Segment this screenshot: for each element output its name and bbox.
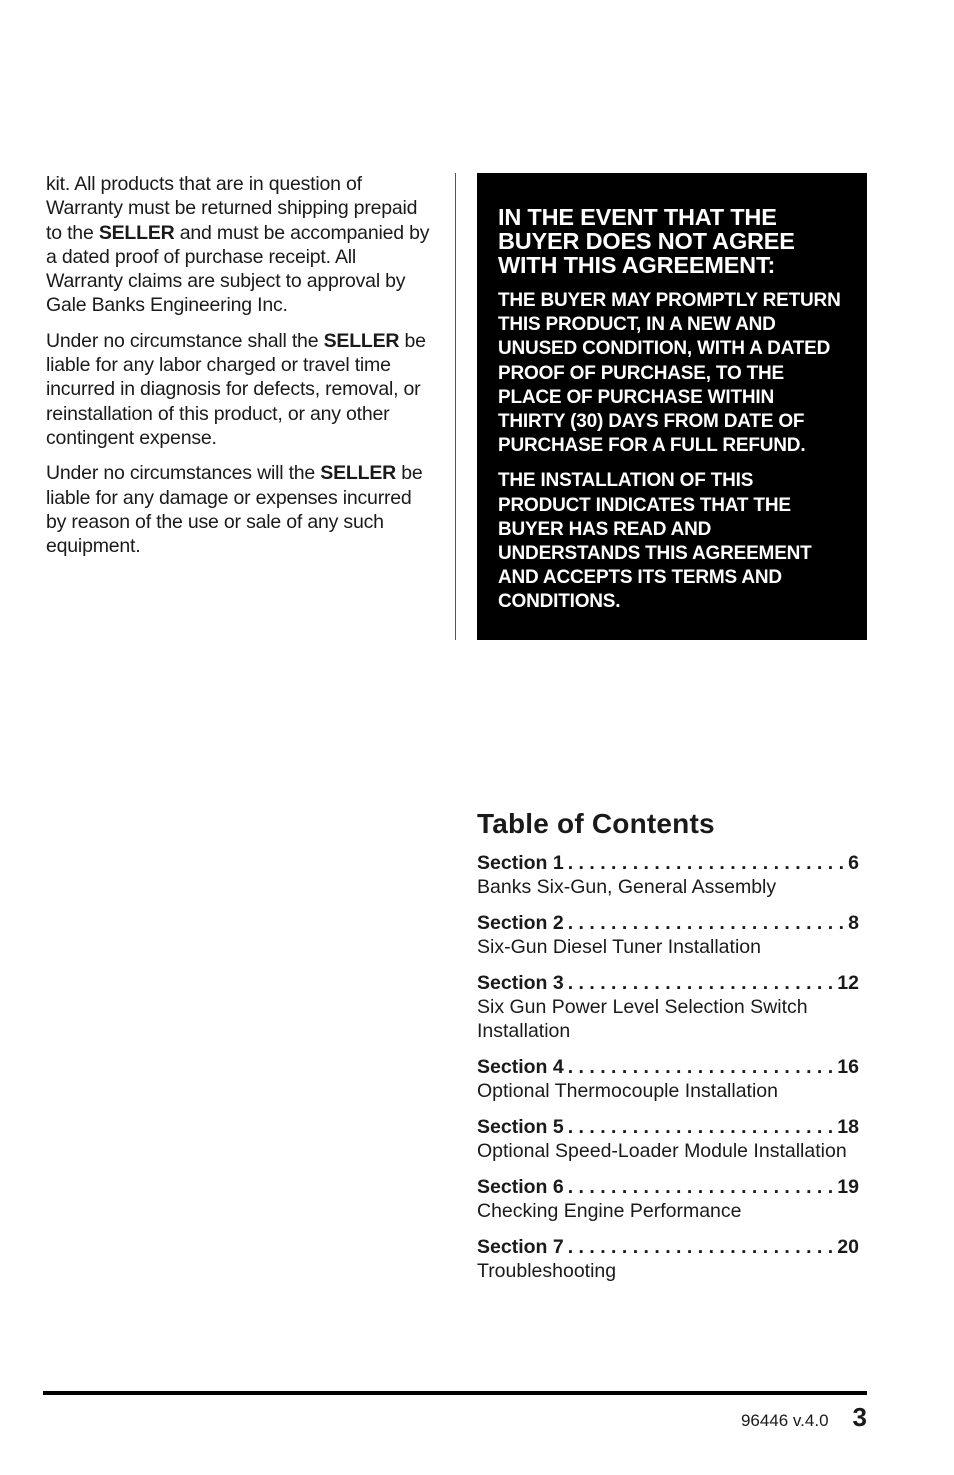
toc-page-number: 19 [837, 1176, 859, 1198]
toc-section-label: Section 7 [477, 1236, 564, 1258]
toc-entry [477, 1175, 859, 1223]
toc-dot-leader [568, 911, 844, 935]
toc-section-description: Checking Engine Performance [477, 1200, 742, 1222]
page-footer [741, 1402, 867, 1433]
toc-entry [477, 1055, 859, 1103]
toc-section-description: Six-Gun Diesel Tuner Installation [477, 936, 761, 958]
toc-entry-heading [477, 1055, 859, 1079]
seller-term: SELLER [98, 221, 175, 244]
toc-page-number: 12 [837, 972, 859, 994]
toc-entry [477, 971, 859, 1043]
toc-dot-leader [568, 851, 844, 875]
toc-section-label: Section 5 [477, 1116, 564, 1138]
warranty-paragraph-labor: Under no circumstance shall the SELLER be liable for any labor charged or travel time incurred in diagnosis for defects, removal, or reinstallation of this product, or any other contingent expense. [46, 329, 426, 449]
toc-entry-heading [477, 911, 859, 935]
seller-term: SELLER [323, 329, 400, 352]
toc-section-label: Section 6 [477, 1176, 564, 1198]
toc-page-number: 6 [848, 852, 859, 874]
warranty-paragraph-damage: Under no circumstances will the SELLER be liable for any damage or expenses incurred by reason of the use or sale of any such equipment. [46, 462, 423, 558]
toc-section-description: Optional Thermocouple Installation [477, 1080, 778, 1102]
toc-dot-leader [568, 971, 834, 995]
toc-entry-heading [477, 1115, 859, 1139]
toc-section-label: Section 1 [477, 852, 564, 874]
notice-heading: IN THE EVENT THAT THE BUYER DOES NOT AGREE WITH THIS AGREEMENT: [498, 204, 795, 278]
toc-section-label: Section 3 [477, 972, 564, 994]
toc-entry-heading [477, 1175, 859, 1199]
document-version: 96446 v.4.0 [740, 1411, 829, 1430]
toc-section-label: Section 4 [477, 1056, 564, 1078]
footer-rule [43, 1391, 867, 1395]
page-number: 3 [852, 1402, 867, 1432]
toc-page-number: 8 [848, 912, 859, 934]
seller-term: SELLER [320, 462, 397, 485]
toc-section-description: Troubleshooting [477, 1260, 617, 1282]
table-of-contents [477, 806, 859, 1295]
toc-list [477, 851, 859, 1283]
toc-dot-leader [568, 1235, 834, 1259]
toc-dot-leader [568, 1055, 834, 1079]
toc-entry-heading [477, 851, 859, 875]
toc-page-number: 20 [837, 1236, 859, 1258]
toc-section-description: Six Gun Power Level Selection Switch Installation [477, 996, 808, 1042]
toc-entry-heading [477, 971, 859, 995]
toc-section-description: Optional Speed-Loader Module Installation [477, 1140, 847, 1162]
toc-entry [477, 851, 859, 899]
toc-entry-heading [477, 1235, 859, 1259]
toc-section-description: Banks Six-Gun, General Assembly [477, 876, 777, 898]
toc-dot-leader [568, 1175, 834, 1199]
toc-dot-leader [568, 1115, 834, 1139]
notice-refund-paragraph: THE BUYER MAY PROMPTLY RETURN THIS PRODUCT, IN A NEW AND UNUSED CONDITION, WITH A DATED PROOF OF PURCHASE, TO THE PLACE OF PURCHASE WITHIN THIRTY (30) DAYS FROM DATE OF PURCHASE FOR A FULL REFUND. [498, 290, 841, 457]
toc-entry [477, 1235, 859, 1283]
toc-title: Table of Contents [477, 808, 715, 839]
warranty-text-column [46, 172, 434, 569]
toc-section-label: Section 2 [477, 912, 564, 934]
toc-entry [477, 911, 859, 959]
column-divider [455, 173, 456, 640]
toc-entry [477, 1115, 859, 1163]
toc-page-number: 18 [837, 1116, 859, 1138]
toc-page-number: 16 [837, 1056, 859, 1078]
warranty-paragraph-returns: kit. All products that are in question of Warranty must be returned shipping prepaid to the SELLER and must be accompanied by a dated proof of purchase receipt. All Warranty claims are subject to approval by Gale Banks Engineering Inc. [46, 173, 430, 317]
agreement-notice-box [477, 173, 867, 640]
notice-acceptance-paragraph: THE INSTALLATION OF THIS PRODUCT INDICATES THAT THE BUYER HAS READ AND UNDERSTANDS THIS AGREEMENT AND ACCEPTS ITS TERMS AND CONDITIONS. [498, 470, 812, 613]
